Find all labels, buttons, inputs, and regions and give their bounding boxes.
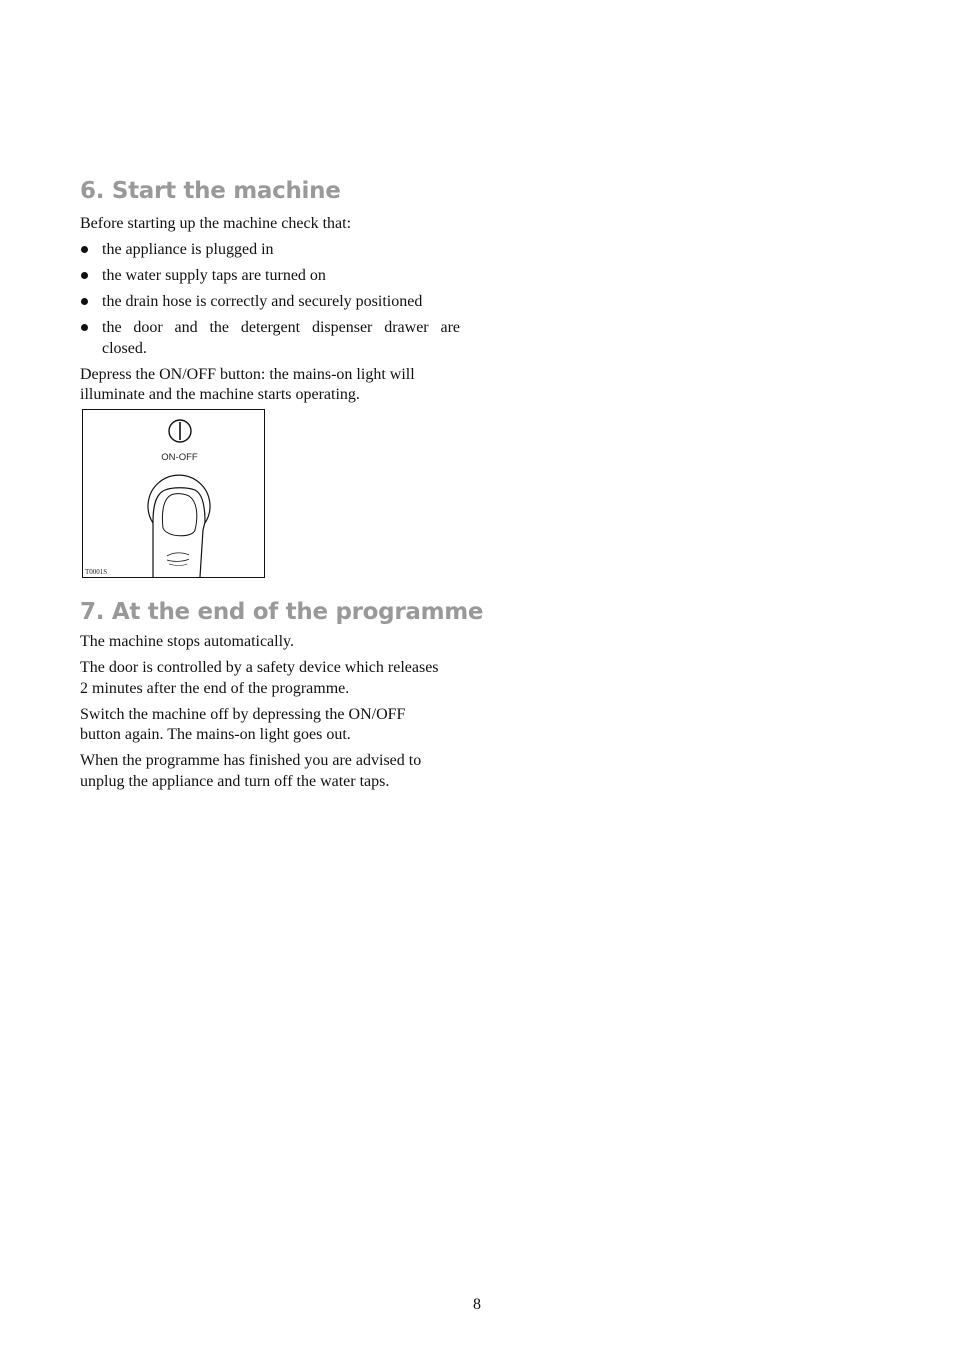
list-item-text: the door and the detergent dispenser drawer are closed. xyxy=(102,319,460,357)
bullet-icon xyxy=(81,298,88,305)
list-item-text: the water supply taps are turned on xyxy=(102,267,326,284)
bullet-icon xyxy=(81,246,88,253)
section-title-end-of-programme: 7. At the end of the programme xyxy=(80,599,484,625)
paragraph-line: button again. The mains-on light goes out. xyxy=(80,726,351,743)
start-instruction xyxy=(80,365,460,406)
paragraph-line: Switch the machine off by depressing the ON/OFF xyxy=(80,705,406,723)
paragraph: The machine stops automatically. xyxy=(80,633,295,650)
on-off-label: ON-OFF xyxy=(161,452,198,463)
paragraph xyxy=(80,658,460,699)
start-instruction-line: Depress the ON/OFF button: the mains-on light will xyxy=(80,365,415,383)
power-symbol-icon xyxy=(169,420,191,442)
paragraph-line: 2 minutes after the end of the programme. xyxy=(80,679,350,697)
paragraph xyxy=(80,705,460,746)
start-instruction-line: illuminate and the machine starts operating. xyxy=(80,386,360,403)
paragraph-line: unplug the appliance and turn off the water taps. xyxy=(80,772,390,790)
list-item xyxy=(80,266,460,287)
on-off-button-illustration xyxy=(82,409,265,578)
bullet-icon xyxy=(81,272,88,279)
pre-start-checklist xyxy=(80,240,460,359)
checklist-intro: Before starting up the machine check that: xyxy=(80,215,352,232)
list-item-text: the drain hose is correctly and securely positioned xyxy=(102,293,423,310)
finger-pressing-button-drawing xyxy=(83,410,264,577)
page-number: 8 xyxy=(473,1296,481,1313)
paragraph xyxy=(80,751,460,792)
bullet-icon xyxy=(81,324,88,331)
list-item-text: the appliance is plugged in xyxy=(102,241,274,258)
section-start-machine xyxy=(80,214,460,406)
paragraph-line: When the programme has finished you are advised to xyxy=(80,752,422,769)
paragraph-line: The door is controlled by a safety device which releases xyxy=(80,659,439,676)
section-title-start-machine: 6. Start the machine xyxy=(80,178,341,204)
section-end-of-programme xyxy=(80,632,460,798)
list-item xyxy=(80,318,460,359)
list-item xyxy=(80,292,460,313)
list-item xyxy=(80,240,460,261)
figure-code: T0001S xyxy=(85,568,108,576)
